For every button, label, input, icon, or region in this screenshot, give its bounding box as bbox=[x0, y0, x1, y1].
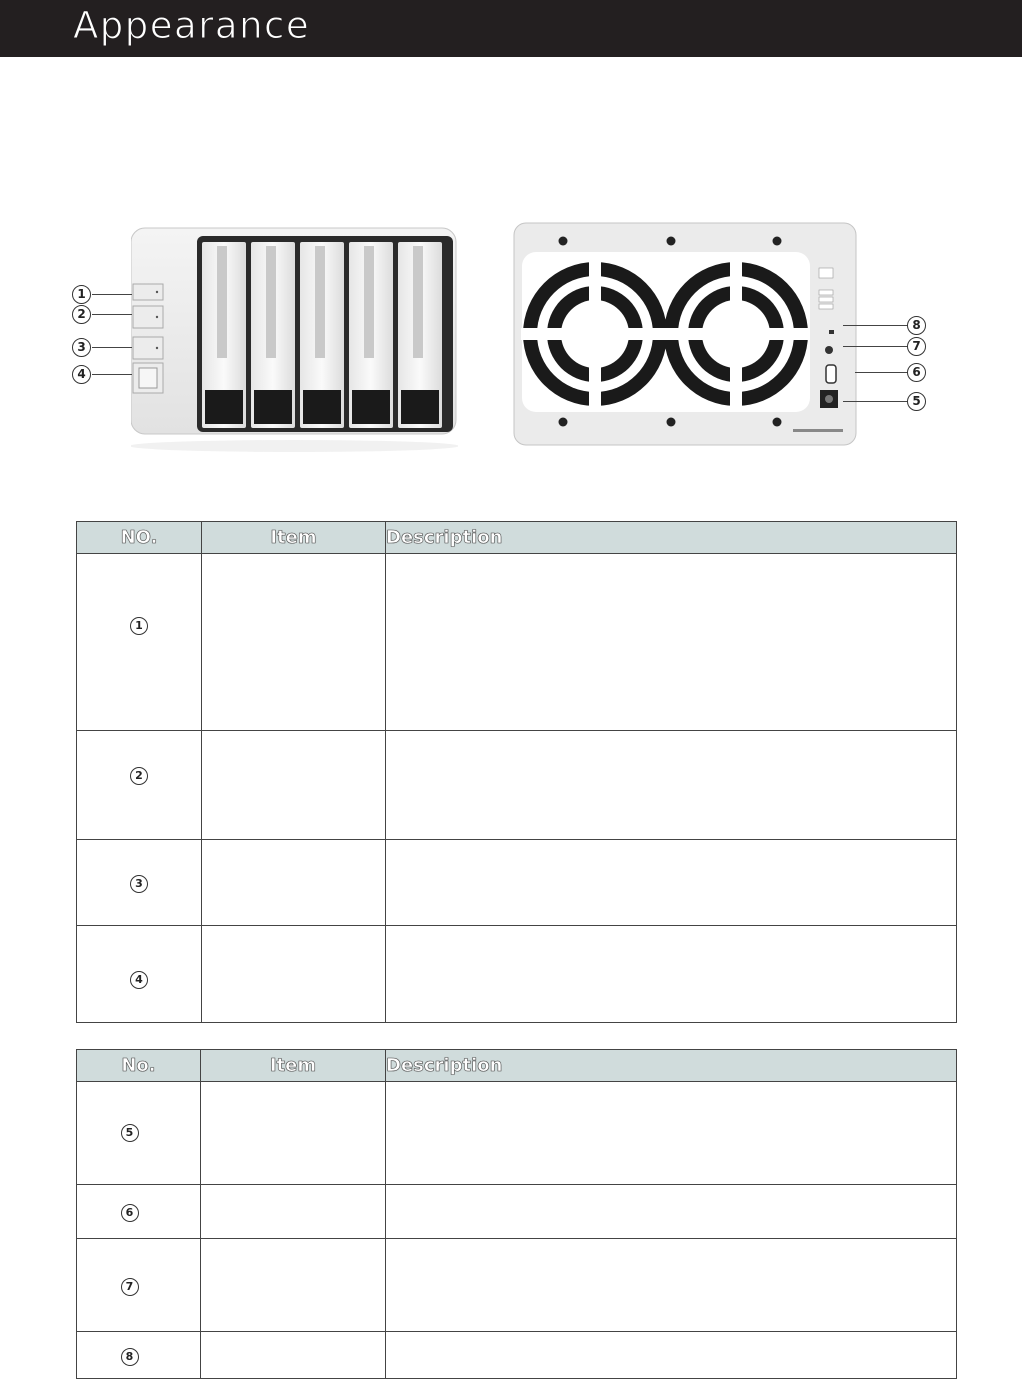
callout-3: 3 bbox=[72, 338, 91, 357]
row-description bbox=[386, 731, 957, 840]
table-header-row bbox=[77, 1050, 957, 1082]
front-items-table bbox=[76, 521, 957, 1023]
callout-1: 1 bbox=[72, 285, 91, 304]
drive-trays bbox=[202, 242, 442, 428]
table-header-row bbox=[77, 522, 957, 554]
callout-8: 8 bbox=[907, 316, 926, 335]
callout-4: 4 bbox=[72, 365, 91, 384]
table-row bbox=[77, 1082, 957, 1185]
row-number: 2 bbox=[130, 767, 148, 785]
table-row bbox=[77, 731, 957, 840]
callout-5: 5 bbox=[907, 392, 926, 411]
rear-items-table bbox=[76, 1049, 957, 1379]
row-number: 7 bbox=[121, 1278, 139, 1296]
table-row bbox=[77, 554, 957, 731]
front-view-illustration bbox=[131, 222, 458, 460]
table-row bbox=[77, 1332, 957, 1379]
header-description: Description bbox=[386, 1050, 957, 1082]
row-number: 4 bbox=[130, 971, 148, 989]
row-item bbox=[202, 554, 386, 731]
row-number: 8 bbox=[121, 1348, 139, 1366]
page-title: Appearance bbox=[73, 4, 311, 47]
row-description bbox=[386, 926, 957, 1023]
callout-7: 7 bbox=[907, 337, 926, 356]
header-bar bbox=[0, 0, 1022, 57]
row-description bbox=[386, 1185, 957, 1239]
table-row bbox=[77, 840, 957, 926]
row-number: 1 bbox=[130, 617, 148, 635]
row-description bbox=[386, 1332, 957, 1379]
row-number: 3 bbox=[130, 875, 148, 893]
row-number: 6 bbox=[121, 1204, 139, 1222]
table-row bbox=[77, 1239, 957, 1332]
row-description bbox=[386, 1239, 957, 1332]
callout-2: 2 bbox=[72, 305, 91, 324]
header-item: Item bbox=[201, 1050, 386, 1082]
rear-view-illustration bbox=[513, 222, 857, 447]
row-item bbox=[201, 1239, 386, 1332]
table-row bbox=[77, 926, 957, 1023]
row-item bbox=[202, 840, 386, 926]
row-number: 5 bbox=[121, 1124, 139, 1142]
row-item bbox=[201, 1185, 386, 1239]
table-row bbox=[77, 1185, 957, 1239]
row-description bbox=[386, 840, 957, 926]
row-item bbox=[201, 1082, 386, 1185]
row-description bbox=[386, 1082, 957, 1185]
row-item bbox=[202, 731, 386, 840]
callout-6: 6 bbox=[907, 363, 926, 382]
header-no: No. bbox=[77, 1050, 201, 1082]
row-item bbox=[201, 1332, 386, 1379]
header-item: Item bbox=[202, 522, 386, 554]
row-description bbox=[386, 554, 957, 731]
row-item bbox=[202, 926, 386, 1023]
header-no: NO. bbox=[77, 522, 202, 554]
header-description: Description bbox=[386, 522, 957, 554]
